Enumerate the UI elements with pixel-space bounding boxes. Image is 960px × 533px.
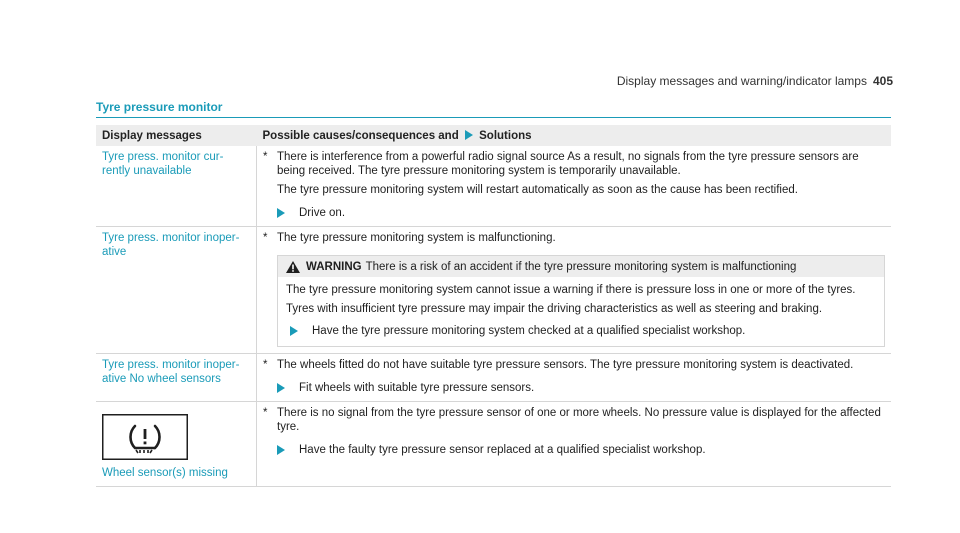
table-row — [96, 227, 891, 354]
solution-step — [263, 443, 885, 457]
running-header — [617, 74, 893, 88]
col-header-display-messages: Display messages — [96, 125, 257, 146]
bullet-star: * — [263, 151, 268, 163]
arrow-right-icon — [277, 383, 285, 393]
solution-text: Fit wheels with suitable tyre pressure sensors. — [299, 382, 535, 394]
cause-text: There is interference from a powerful radio signal source As a result, no signals from the tyre pressure sensors are being received. The tyre pressure monitoring system is temporarily unavailable. — [277, 151, 859, 177]
section-title: Tyre pressure monitor — [96, 100, 223, 114]
solution-text: Have the tyre pressure monitoring system checked at a qualified specialist workshop. — [312, 325, 746, 337]
page-number: 405 — [872, 74, 893, 88]
display-message: Wheel sensor(s) missing — [102, 467, 228, 479]
causes-cell — [257, 354, 892, 402]
table-row — [96, 146, 891, 227]
solution-arrow-icon — [465, 130, 473, 140]
bullet-star: * — [263, 359, 268, 371]
display-message: Tyre press. monitor inoper-ative — [96, 227, 257, 354]
solution-step — [263, 381, 885, 395]
col-header-causes-label: Possible causes/consequences and — [262, 130, 459, 142]
display-message: Tyre press. monitor cur-rently unavailable — [96, 146, 257, 227]
warning-triangle-icon — [286, 261, 300, 273]
display-message-cell — [96, 402, 257, 487]
solution-step — [286, 324, 876, 338]
section-rule — [96, 117, 891, 118]
warning-label: WARNING — [306, 261, 362, 273]
table-row — [96, 354, 891, 402]
table-header-row — [96, 125, 891, 146]
display-messages-table — [96, 125, 891, 487]
display-message: Tyre press. monitor inoper-ative No wheel sensors — [96, 354, 257, 402]
cause-extra-text: The tyre pressure monitoring system will restart automatically as soon as the cause has been rectified. — [277, 184, 798, 196]
causes-cell — [257, 402, 892, 487]
cause-text: The tyre pressure monitoring system is malfunctioning. — [277, 232, 556, 244]
warning-paragraph: Tyres with insufficient tyre pressure may impair the driving characteristics as well as steering and braking. — [286, 303, 823, 315]
solution-text: Drive on. — [299, 207, 346, 219]
arrow-right-icon — [277, 208, 285, 218]
warning-box — [277, 255, 885, 347]
warning-title: There is a risk of an accident if the tyre pressure monitoring system is malfunctioning — [365, 261, 797, 273]
table-row — [96, 402, 891, 487]
bullet-star: * — [263, 407, 268, 419]
causes-cell — [257, 227, 892, 354]
cause-text: There is no signal from the tyre pressure sensor of one or more wheels. No pressure value is displayed for the affected tyre. — [277, 407, 881, 433]
solution-text: Have the faulty tyre pressure sensor replaced at a qualified specialist workshop. — [299, 444, 706, 456]
chapter-title: Display messages and warning/indicator lamps — [616, 74, 867, 88]
tyre-pressure-warning-icon — [102, 414, 188, 460]
causes-cell — [257, 146, 892, 227]
warning-paragraph: The tyre pressure monitoring system cannot issue a warning if there is pressure loss in one or more of the tyres. — [286, 284, 856, 296]
arrow-right-icon — [290, 326, 298, 336]
arrow-right-icon — [277, 445, 285, 455]
warning-body — [278, 277, 884, 346]
solution-step — [263, 206, 885, 220]
bullet-star: * — [263, 232, 268, 244]
cause-text: The wheels fitted do not have suitable tyre pressure sensors. The tyre pressure monitoring system is deactivated. — [277, 359, 854, 371]
warning-header — [278, 256, 884, 277]
col-header-causes — [257, 125, 892, 146]
col-header-solutions-label: Solutions — [479, 130, 532, 142]
